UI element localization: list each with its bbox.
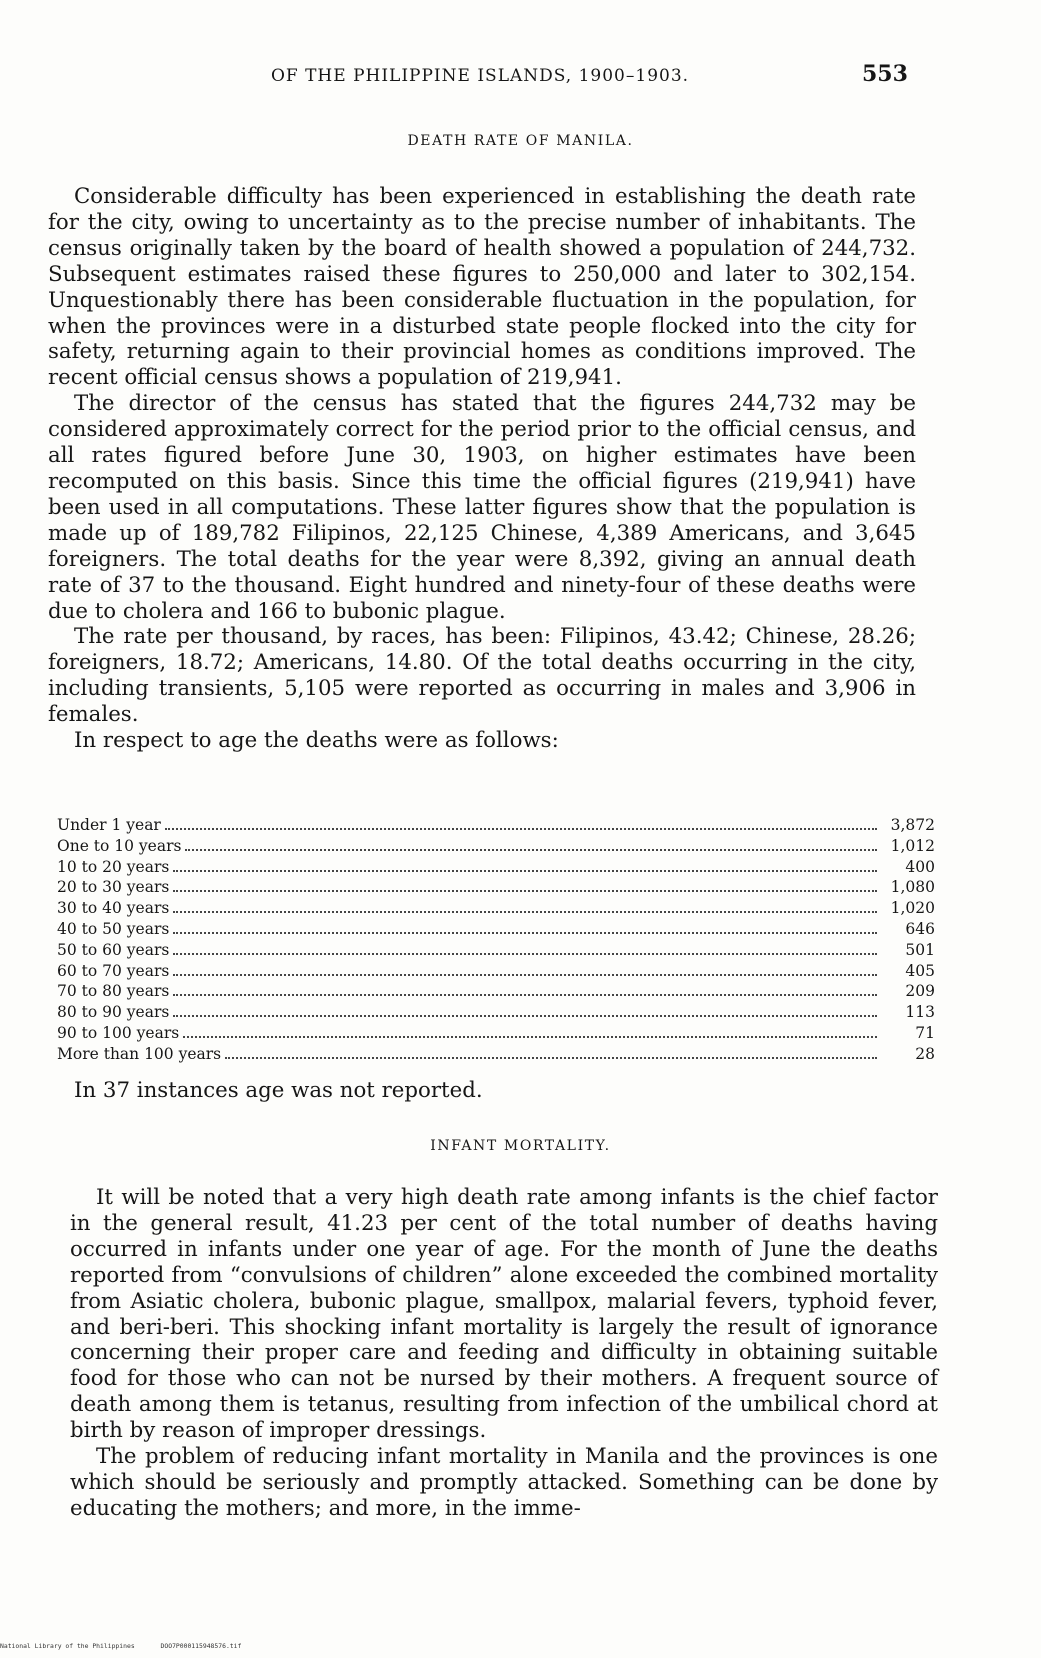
paragraph-3: The rate per thousand, by races, has been: Filipinos, 43.42; Chinese, 28.26; foreigners, 18.72; Americans, 14.80. Of the total deaths occurring in the city, including transients, 5,105 were reported as occurring in males and 3,906 in females. <box>48 624 916 728</box>
death-count: 1,020 <box>890 899 935 918</box>
age-label: 70 to 80 years <box>57 982 170 1001</box>
table-row <box>57 877 935 898</box>
table-row <box>57 1023 935 1044</box>
table-row <box>57 815 935 836</box>
age-label: One to 10 years <box>57 836 182 855</box>
paragraph-2: The director of the census has stated that the figures 244,732 may be considered approximately correct for the period prior to the official census, and all rates figured before June 30, 1903, on higher estimates have been recomputed on this basis. Since this time the official figures (219,941) have been used in all computations. These latter figures show that the population is made up of 189,782 Filipinos, 22,125 Chinese, 4,389 Americans, and 3,645 foreigners. The total deaths for the year were 8,392, giving an annual death rate of 37 to the thousand. Eight hundred and ninety-four of these deaths were due to cholera and 166 to bubonic plague. <box>48 391 916 624</box>
section-heading-infant-mortality: INFANT MORTALITY. <box>430 1138 611 1154</box>
death-count: 405 <box>905 961 935 980</box>
death-count: 28 <box>915 1044 935 1063</box>
dot-leader <box>165 827 877 830</box>
death-count: 209 <box>905 982 935 1001</box>
footer-library: National Library of the Philippines <box>0 1642 135 1650</box>
table-row <box>57 940 935 961</box>
paragraph-5: It will be noted that a very high death rate among infants is the chief factor in the general result, 41.23 per cent of the total number of deaths having occurred in infants under one year of age. For the month of June the deaths reported from “convulsions of children” alone exceeded the combined mortality from Asiatic cholera, bubonic plague, smallpox, malarial fevers, typhoid fever, and beri-beri. This shocking infant mortality is largely the result of ignorance concerning their proper care and feeding and difficulty in obtaining suitable food for those who can not be nursed by their mothers. A frequent source of death among them is tetanus, resulting from infection of the umbilical chord at birth by reason of improper dressings. <box>70 1185 938 1444</box>
infant-mortality-text <box>70 1185 938 1522</box>
table-row <box>57 898 935 919</box>
death-count: 113 <box>905 1003 935 1022</box>
death-rate-text <box>48 184 916 754</box>
dot-leader <box>173 869 877 872</box>
death-count: 71 <box>915 1023 935 1042</box>
age-label: More than 100 years <box>57 1044 222 1063</box>
footer-file-id: DOO7P00011594857​6.tif <box>160 1642 242 1650</box>
death-count: 1,012 <box>890 836 935 855</box>
scan-footer <box>0 1642 263 1650</box>
section-heading-death-rate: DEATH RATE OF MANILA. <box>407 133 634 149</box>
age-label: 50 to 60 years <box>57 940 170 959</box>
age-label: 40 to 50 years <box>57 919 170 938</box>
age-label: 10 to 20 years <box>57 857 170 876</box>
dot-leader <box>173 910 877 913</box>
death-count: 646 <box>905 919 935 938</box>
age-label: Under 1 year <box>57 816 161 834</box>
table-row <box>57 961 935 982</box>
dot-leader <box>225 1056 877 1059</box>
death-count: 501 <box>905 940 935 959</box>
dot-leader <box>173 1014 877 1017</box>
table-row <box>57 857 935 878</box>
table-row <box>57 836 935 857</box>
table-row <box>57 981 935 1002</box>
dot-leader <box>173 952 877 955</box>
death-count: 3,872 <box>890 816 935 834</box>
page-number: 553 <box>862 61 908 87</box>
dot-leader <box>185 848 877 851</box>
table-row <box>57 919 935 940</box>
age-label: 60 to 70 years <box>57 961 170 980</box>
dot-leader <box>183 1035 877 1038</box>
running-head: OF THE PHILIPPINE ISLANDS, 1900–1903. <box>270 66 690 86</box>
death-count: 400 <box>905 857 935 876</box>
table-row <box>57 1044 935 1065</box>
age-label: 90 to 100 years <box>57 1023 180 1042</box>
death-count: 1,080 <box>890 878 935 897</box>
dot-leader <box>173 973 877 976</box>
age-label: 80 to 90 years <box>57 1003 170 1022</box>
table-row <box>57 1002 935 1023</box>
paragraph-6: The problem of reducing infant mortality in Manila and the provinces is one which should be seriously and promptly attacked. Something can be done by educating the mothers; and more, in the imme- <box>70 1444 938 1521</box>
paragraph-4: In respect to age the deaths were as follows: <box>74 728 559 754</box>
age-note-block <box>48 1078 916 1104</box>
age-note: In 37 instances age was not reported. <box>74 1078 483 1103</box>
age-deaths-table <box>57 815 935 1065</box>
age-label: 30 to 40 years <box>57 899 170 918</box>
paragraph-1: Considerable difficulty has been experienced in establishing the death rate for the city, owing to uncertainty as to the precise number of inhabitants. The census originally taken by the board of health showed a population of 244,732. Subsequent estimates raised these figures to 250,000 and later to 302,154. Unquestionably there has been considerable fluctuation in the population, for when the provinces were in a disturbed state people flocked into the city for safety, returning again to their provincial homes as conditions improved. The recent official census shows a population of 219,941. <box>48 184 916 391</box>
dot-leader <box>173 931 877 934</box>
dot-leader <box>173 993 877 996</box>
dot-leader <box>173 889 877 892</box>
age-label: 20 to 30 years <box>57 878 170 897</box>
